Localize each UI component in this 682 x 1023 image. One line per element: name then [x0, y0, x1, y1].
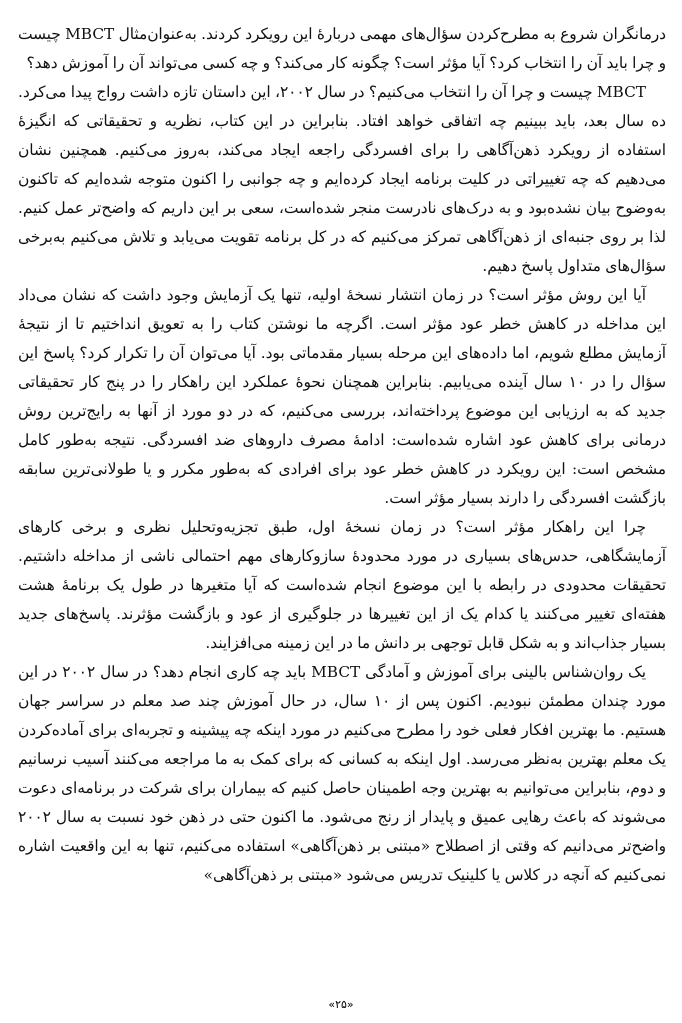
paragraph-why-effective: چرا این راهکار مؤثر است؟ در زمان نسخهٔ اول، طبق تجزیه‌وتحلیل نظری و برخی کارهای آزمایشگاهی، حدس‌های بسیاری در مورد محدودهٔ سازوکارهای مهم احتمالی ناشی از مداخله داشتیم. تحقیقات محدودی در رابطه با این موضوع انجام شده‌است که آیا متغیرها در طول یک برنامهٔ هشت هفته‌ای تغییر می‌کنند یا کدام یک از این تغییرها در جلوگیری از عود و بازگشت مؤثرند. پاسخ‌های جدید بسیار جذاب‌اند و به شکل قابل توجهی بر دانش ما در این زمینه می‌افزایند. [18, 518, 666, 652]
paragraph-intro-questions: درمانگران شروع به مطرح‌کردن سؤال‌های مهمی دربارهٔ این رویکرد کردند. به‌عنوان‌مثال MBCT چیست و چرا باید آن را انتخاب کرد؟ آیا مؤثر است؟ چگونه کار می‌کند؟ و چه کسی می‌تواند آن را آموزش دهد؟ [18, 25, 666, 72]
paragraph-is-it-effective: آیا این روش مؤثر است؟ در زمان انتشار نسخهٔ اولیه، تنها یک آزمایش وجود داشت که نشان می‌داد این مداخله در کاهش خطر عود مؤثر است. اگرچه ما نوشتن کتاب را به تعویق انداختیم تا از نتیجهٔ آزمایش مطلع شویم، اما داده‌های این مرحله بسیار مقدماتی بود. آیا می‌توان آن را تکرار کرد؟ پاسخ این سؤال را در ۱۰ سال آینده می‌یابیم. بنابراین همچنان نحوهٔ عملکرد این راهکار را در پنج کار تحقیقاتی جدید که به ارزیابی این موضوع پرداخته‌اند، بررسی می‌کنیم، که در دو مورد از آنها به رایج‌ترین روش درمانی برای کاهش عود اشاره شده‌است: ادامهٔ مصرف داروهای ضد افسردگی. نتیجه به‌طور کامل مشخص است: این رویکرد در کاهش خطر عود برای افرادی که به‌طور مکرر و یا طولانی‌ترین سابقه بازگشت افسردگی را دارند بسیار مؤثر است. [18, 286, 666, 507]
paragraph-what-is-mbct: MBCT چیست و چرا آن را انتخاب می‌کنیم؟ در سال ۲۰۰۲، این داستان تازه داشت رواج پیدا می‌کرد. ده سال بعد، باید ببینیم چه اتفاقی خواهد افتاد. بنابراین در این کتاب، نظریه و تحقیقاتی که انگیزهٔ استفاده از رویکرد ذهن‌آگاهی را برای افسردگی راجعه ایجاد می‌کند، به‌روز می‌کنیم. همچنین نشان می‌دهیم که چه تغییراتی در کلیت برنامه ایجاد کرده‌ایم و چه جوانبی را اکنون متوجه شده‌ایم که تاکنون به‌وضوح بیان نشده‌بود و به درک‌های نادرست منجر شده‌است، سعی بر این داریم که واضح‌تر عمل کنیم. لذا بر روی جنبه‌ای از ذهن‌آگاهی تمرکز می‌کنیم که در کل برنامه تقویت می‌یابد و تلاش می‌کنیم به‌برخی سؤال‌های متداول پاسخ دهیم. [18, 83, 666, 275]
document-page [18, 0, 666, 1023]
page-number: «۲۵» [328, 998, 354, 1011]
paragraph-teacher-training: یک روان‌شناس بالینی برای آموزش و آمادگی MBCT باید چه کاری انجام دهد؟ در سال ۲۰۰۲ در این مورد چندان مطمئن نبودیم. اکنون پس از ۱۰ سال، در حال آموزش چند صد معلم در سراسر جهان هستیم. ما بهترین افکار فعلی خود را مطرح می‌کنیم در مورد اینکه چه پیشینه و تجربه‌ای برای آماده‌کردن یک معلم بهترین به‌نظر می‌رسد. اول اینکه به کسانی که برای کمک به ما مراجعه می‌کنند آسیب نرسانیم و دوم، بنابراین می‌توانیم به بهترین وجه اطمینان حاصل کنیم که بیماران برای شرکت در برنامه‌ای دعوت می‌شوند که باعث رهایی عمیق و پایدار از رنج می‌شود. ما اکنون حتی در ذهن خود نسبت به سال ۲۰۰۲ واضح‌تر می‌دانیم که وقتی از اصطلاح «مبتنی بر ذهن‌آگاهی» استفاده می‌کنیم، تنها به این واقعیت اشاره نمی‌کنیم که آنچه در کلاس یا کلینیک تدریس می‌شود «مبتنی بر ذهن‌آگاهی» [18, 663, 666, 884]
